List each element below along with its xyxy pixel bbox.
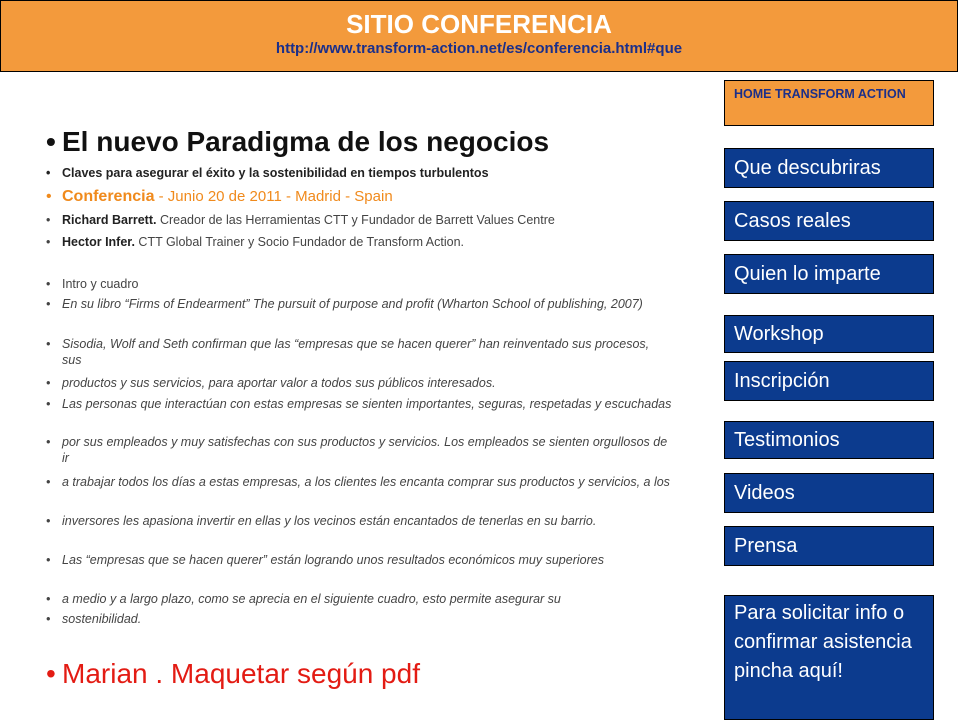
bullet: •	[46, 188, 52, 205]
bullet: •	[46, 475, 51, 489]
nav-que-descubriras[interactable]: Que descubriras	[724, 148, 934, 188]
intro-text: Intro y cuadro	[62, 277, 139, 291]
paragraph-text: inversores les apasiona invertir en ellas y los vecinos están encantados de tenerlas en su barrio.	[62, 514, 597, 528]
bullet: •	[46, 297, 51, 311]
speaker-description: Creador de las Herramientas CTT y Fundador de Barrett Values Centre	[156, 213, 555, 227]
conference-details: - Junio 20 de 2011 - Madrid - Spain	[154, 188, 393, 205]
speaker-info	[62, 235, 672, 249]
nav-videos[interactable]: Videos	[724, 473, 934, 513]
bullet: •	[46, 277, 51, 291]
bullet: •	[46, 126, 56, 157]
site-url[interactable]: http://www.transform-action.net/es/conferencia.html#que	[275, 40, 683, 57]
speaker-name: Richard Barrett.	[62, 213, 157, 227]
speaker-info	[62, 213, 672, 227]
paragraph-text: a trabajar todos los días a estas empresas, a los clientes les encanta comprar sus productos y servicios, a los	[62, 475, 670, 489]
site-title: SITIO CONFERENCIA	[346, 9, 612, 39]
bullet: •	[46, 235, 51, 249]
speaker-name: Hector Infer.	[62, 235, 135, 249]
layout-note: Marian . Maquetar según pdf	[62, 658, 420, 689]
bullet: •	[46, 166, 51, 180]
bullet: •	[46, 435, 51, 449]
paragraph-text: Las personas que interactúan con estas empresas se sienten importantes, seguras, respetadas y escuchadas	[62, 397, 672, 411]
bullet: •	[46, 658, 56, 689]
conference-label: Conferencia	[62, 188, 155, 205]
nav-casos-reales[interactable]: Casos reales	[724, 201, 934, 241]
page-header	[0, 0, 958, 72]
page-title: El nuevo Paradigma de los negocios	[62, 126, 550, 157]
bullet: •	[46, 213, 51, 227]
paragraph-text: Las “empresas que se hacen querer” están logrando unos resultados económicos muy superiores	[62, 553, 604, 567]
paragraph-text: sostenibilidad.	[62, 612, 142, 626]
home-transform-action-button[interactable]: HOME TRANSFORM ACTION	[724, 80, 934, 126]
speaker-description: CTT Global Trainer y Socio Fundador de Transform Action.	[134, 235, 465, 249]
paragraph-text: Sisodia, Wolf and Seth confirman que las “empresas que se hacen querer” han reinventado sus procesos, sus	[62, 337, 650, 367]
contact-request-button[interactable]: Para solicitar info o confirmar asistencia pincha aquí!	[724, 595, 934, 720]
bullet: •	[46, 514, 51, 528]
paragraph-text: En su libro “Firms of Endearment” The pursuit of purpose and profit (Wharton School of publishing, 2007)	[62, 297, 643, 311]
bullet: •	[46, 612, 51, 626]
nav-quien-lo-imparte[interactable]: Quien lo imparte	[724, 254, 934, 294]
bullet: •	[46, 337, 51, 351]
nav-prensa[interactable]: Prensa	[724, 526, 934, 566]
bullet: •	[46, 592, 51, 606]
nav-workshop[interactable]: Workshop	[724, 315, 934, 353]
bullet: •	[46, 376, 51, 390]
paragraph-text: a medio y a largo plazo, como se aprecia en el siguiente cuadro, esto permite asegurar su	[62, 592, 561, 606]
bullet: •	[46, 397, 51, 411]
paragraph-text: por sus empleados y muy satisfechas con sus productos y servicios. Los empleados se sienten orgullosos de ir	[62, 435, 668, 465]
nav-testimonios[interactable]: Testimonios	[724, 421, 934, 459]
nav-inscripcion[interactable]: Inscripción	[724, 361, 934, 401]
conference-info	[62, 188, 672, 206]
paragraph-text: productos y sus servicios, para aportar valor a todos sus públicos interesados.	[62, 376, 496, 390]
subtitle: Claves para asegurar el éxito y la sostenibilidad en tiempos turbulentos	[62, 166, 489, 180]
bullet: •	[46, 553, 51, 567]
